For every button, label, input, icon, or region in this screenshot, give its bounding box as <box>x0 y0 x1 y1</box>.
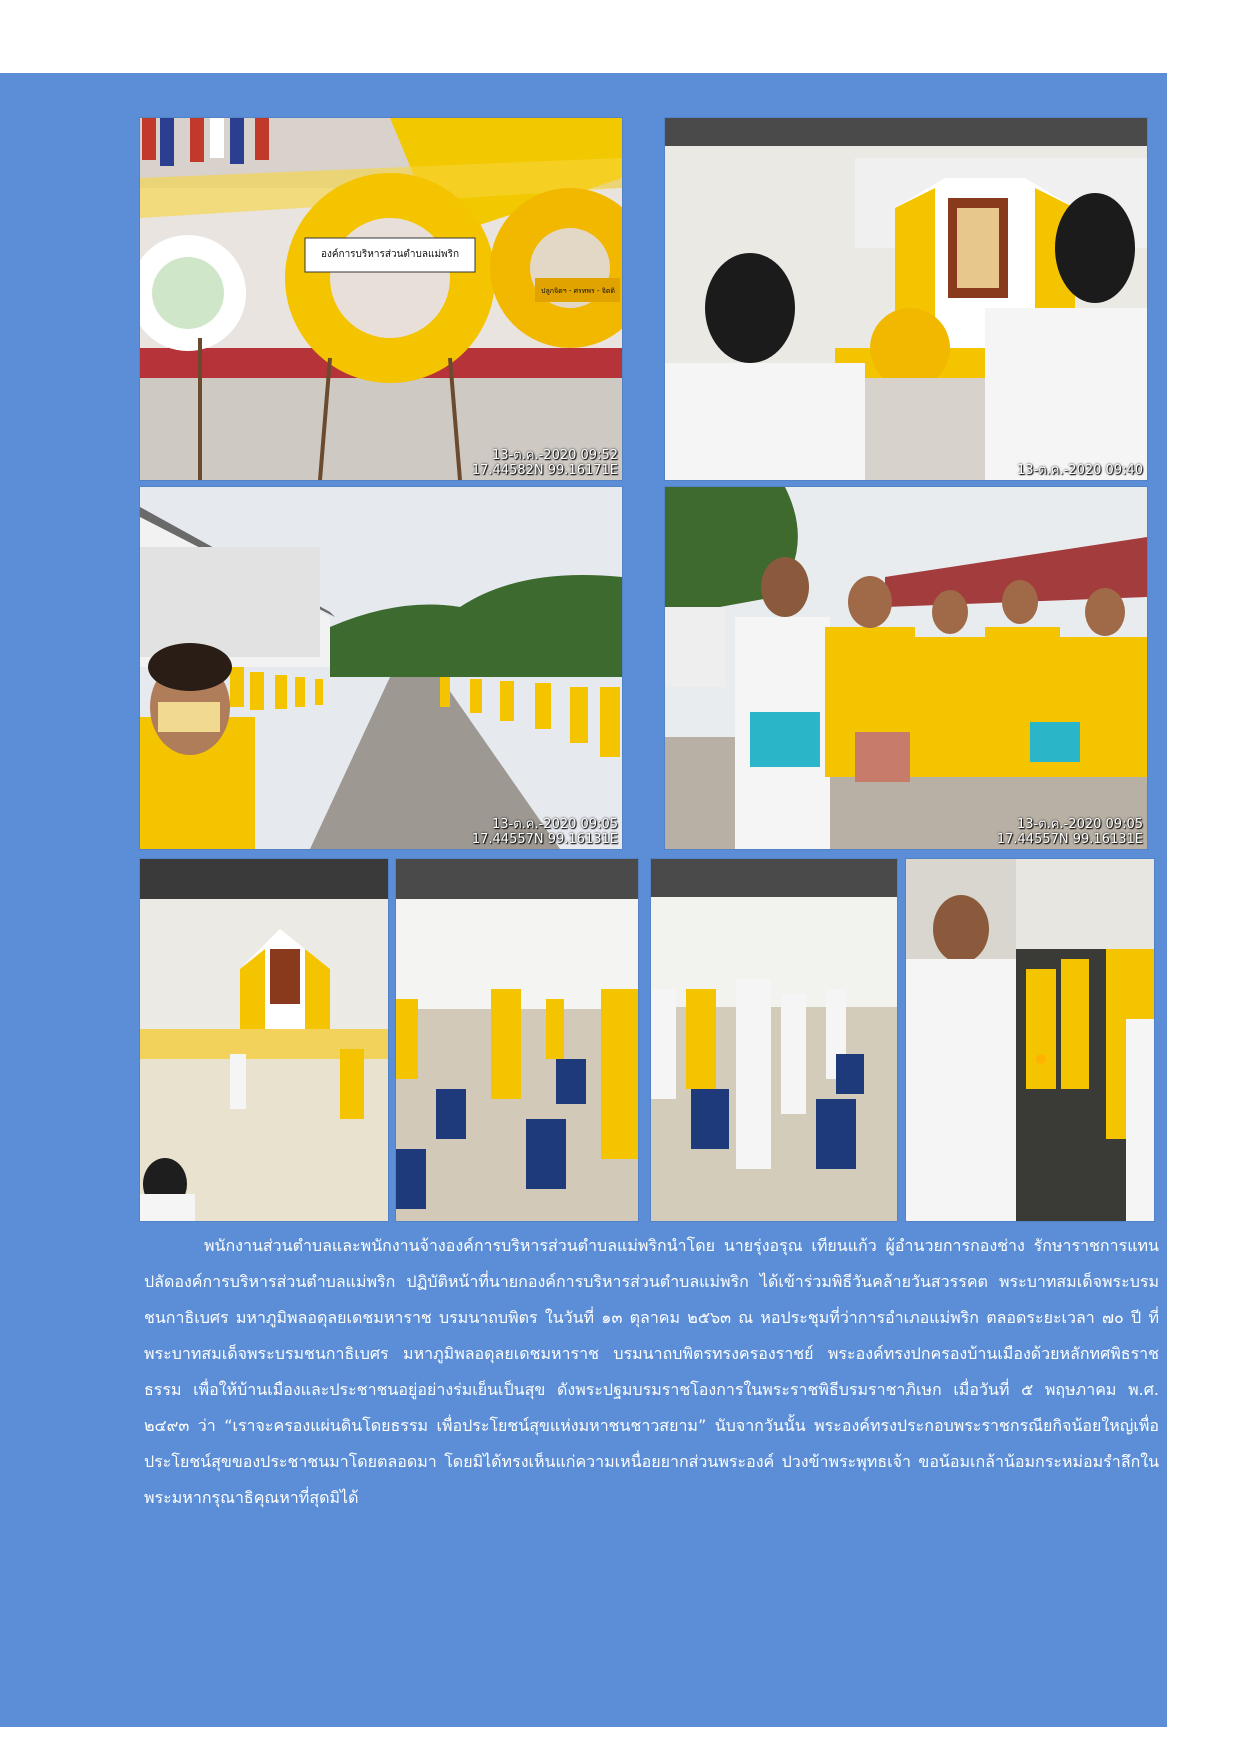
altar-scene <box>665 118 1147 480</box>
hall-officials-scene <box>651 859 897 1221</box>
photo-volunteers <box>665 487 1147 849</box>
photo-stamp: 13-ต.ค.-2020 09:05 17.44557N 99.16131E <box>996 817 1143 847</box>
hall-altar-scene <box>140 859 388 1221</box>
hall-crowd-scene <box>396 859 638 1221</box>
wreath-label: องค์การบริหารส่วนตำบลแม่พริก <box>320 249 460 260</box>
photo-stamp: 13-ต.ค.-2020 09:52 17.44582N 99.16171E <box>471 448 618 478</box>
wreath-small-label: ปลูกจิตฯ - ศรทพร - จิตติ <box>541 287 615 295</box>
photo-portrait-altar <box>665 118 1147 480</box>
photo-wreaths <box>140 118 622 480</box>
photo-candle-lighting <box>906 859 1154 1221</box>
photo-hall-altar <box>140 859 388 1221</box>
caption-text-block <box>144 1228 1159 1516</box>
volunteers-scene <box>665 487 1147 849</box>
roadside-scene <box>140 487 622 849</box>
photo-roadside-line <box>140 487 622 849</box>
photo-stamp: 13-ต.ค.-2020 09:05 17.44557N 99.16131E <box>471 817 618 847</box>
photo-stamp: 13-ต.ค.-2020 09:40 <box>1016 463 1143 478</box>
candle-scene <box>906 859 1154 1221</box>
photo-hall-crowd <box>396 859 638 1221</box>
photo-hall-officials <box>651 859 897 1221</box>
caption-paragraph: พนักงานส่วนตำบลและพนักงานจ้างองค์การบริหารส่วนตำบลแม่พริกนำโดย นายรุ่งอรุณ เทียนแก้ว ผู้อำนวยการกองช่าง รักษาราชการแทนปลัดองค์การบริหารส่วนตำบลแม่พริก ปฏิบัติหน้าที่นายกองค์การบริหารส่วนตำบลแม่พริก ได้เข้าร่วมพิธีวันคล้ายวันสวรรคต พระบาทสมเด็จพระบรมชนกาธิเบศร มหาภูมิพลอดุลยเดชมหาราช บรมนาถบพิตร ในวันที่ ๑๓ ตุลาคม ๒๕๖๓ ณ หอประชุมที่ว่าการอำเภอแม่พริก ตลอดระยะเวลา ๗๐ ปี ที่พระบาทสมเด็จพระบรมชนกาธิเบศร มหาภูมิพลอดุลยเดชมหาราช บรมนาถบพิตรทรงครองราชย์ พระองค์ทรงปกครองบ้านเมืองด้วยหลักทศพิธราชธรรม เพื่อให้บ้านเมืองและประชาชนอยู่อย่างร่มเย็นเป็นสุข ดังพระปฐมบรมราชโองการในพระราชพิธีบรมราชาภิเษก เมื่อวันที่ ๕ พฤษภาคม พ.ศ. ๒๔๙๓ ว่า “เราจะครองแผ่นดินโดยธรรม เพื่อประโยชน์สุขแห่งมหาชนชาวสยาม” นับจากวันนั้น พระองค์ทรงประกอบพระราชกรณียกิจน้อยใหญ่เพื่อประโยชน์สุขของประชาชนมาโดยตลอดมา โดยมิได้ทรงเห็นแก่ความเหนื่อยยากส่วนพระองค์ ปวงข้าพระพุทธเจ้า ขอน้อมเกล้าน้อมกระหม่อมรำลึกในพระมหากรุณาธิคุณหาที่สุดมิได้ <box>144 1236 1159 1507</box>
